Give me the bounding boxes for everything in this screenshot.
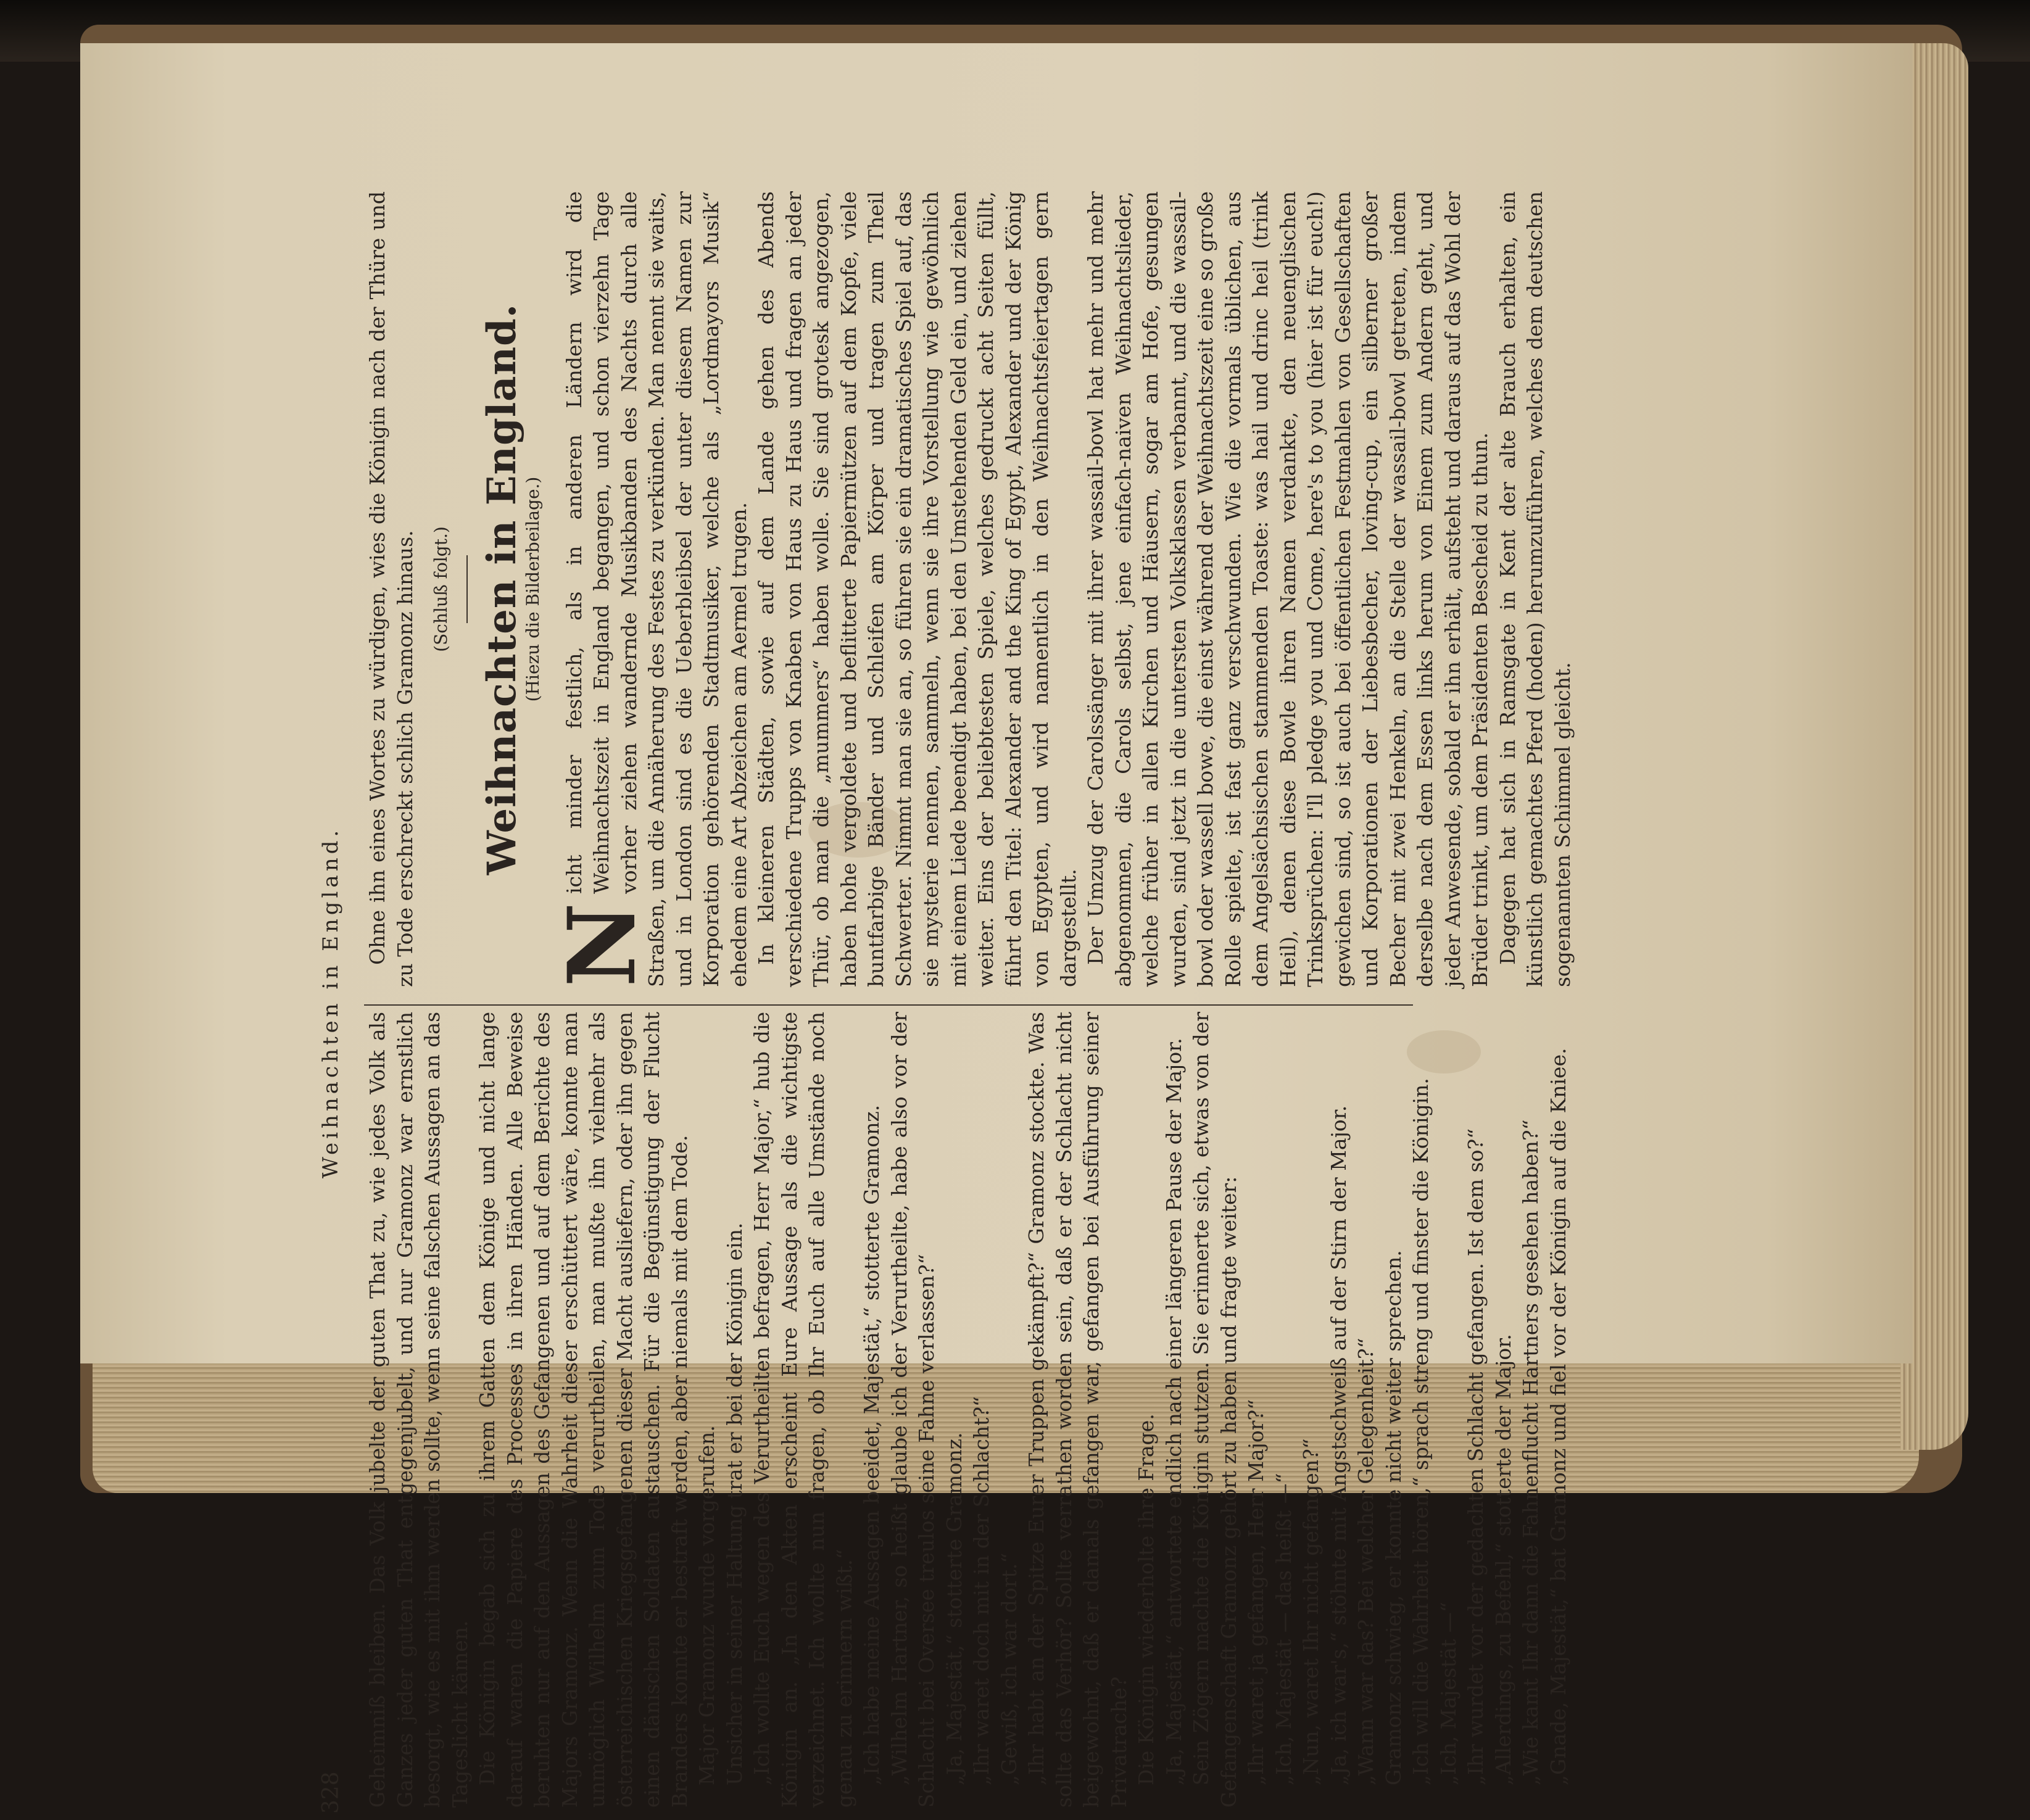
column-rule xyxy=(364,1004,1413,1006)
paragraph: „Ich, Majestät — das heißt —“ xyxy=(1271,1473,1296,1785)
paragraph: „Ihr wurdet vor der gedachten Schlacht gefangen. Ist dem so?“ xyxy=(1464,1128,1488,1785)
paragraph: Major Gramonz wurde vorgerufen. xyxy=(695,1425,719,1785)
article-subtitle: (Hiezu die Bilderbeilage.) xyxy=(523,476,543,702)
paragraph: In kleineren Städten, sowie auf dem Lande gehen des Abends verschiedene Trupps von Knaben von Haus zu Haus und fragen an jeder Thür, ob man die „mummers“ haben wolle. Sie sind grotesk angezogen, haben hohe vergoldete und beflitterte Papiermützen auf dem Kopfe, viele buntfarbige Bänder und Schleifen am Körper und tragen zum Theil Schwerter. Nimmt man sie an, so führen sie ein dramatisches Spiel auf, das sie mysterie nennen, sammeln, wenn sie ihre Vorstellung wie gewöhnlich mit einem Liede beendigt haben, bei den Umstehenden Geld ein, und ziehen weiter. Eins der beliebtesten Spiele, welches gedruckt acht Seiten füllt, führt den Titel: Alexander and the King of Egypt, Alexander und der König von Egypten, und wird namentlich in den Weihnachtsfeiertagen gern dargestellt. xyxy=(754,191,1080,987)
paragraph: Dagegen hat sich in Ramsgate in Kent der alte Brauch erhalten, ein künstlich gemachtes Pferd (hoden) herumzuführen, welches dem deutschen sogenannten Schimmel gleicht. xyxy=(1495,191,1575,987)
paragraph xyxy=(547,191,753,987)
paragraph: „Ja, Majestät,“ stotterte Gramonz. xyxy=(942,1432,966,1785)
paragraph: Geheimniß bleiben. Das Volk jubelte der guten That zu, wie jedes Volk als Ganzes jeder guten That entgegenjubelt, und nur Gramonz war ernstlich besorgt, wie es mit ihm werden sollte, wenn seine falschen Aussagen an das Tageslicht kämen. xyxy=(365,1012,472,1808)
page-number: 328 xyxy=(318,1771,344,1814)
section-separator xyxy=(466,555,468,623)
paragraph: „Ich wollte Euch wegen des Verurtheilten befragen, Herr Major,“ hub die Königin an. „In den Akten erscheint Eure Aussage als die wichtigste verzeichnet. Ich wollte nun fragen, ob Ihr Euch auf alle Umstände noch genau zu erinnern wißt.“ xyxy=(750,1012,856,1808)
paragraph: „Ihr waret ja gefangen, Herr Major?“ xyxy=(1244,1399,1268,1785)
paragraph: Die Königin wiederholte ihre Frage. xyxy=(1134,1413,1158,1785)
book-page xyxy=(80,43,1913,1814)
paragraph: Die Königin begab sich zu ihrem Gatten dem Könige und nicht lange darauf waren die Papiere des Processes in ihren Händen. Alle Beweise beruhten nur auf den Aussagen des Gefangenen und auf dem Berichte des Majors Gramonz. Wenn die Wahrheit dieser erschüttert wäre, konnte man unmöglich Wilhelm zum Tode verurtheilen, man mußte ihn vielmehr als österreichischen Kriegsgefangenen dieser Macht ausliefern, oder ihn gegen einen dänischen Soldaten austauschen. Für die Begünstigung der Flucht Branders konnte er bestraft werden, aber niemals mit dem Tode. xyxy=(475,1012,692,1808)
continuation-note: (Schluß folgt.) xyxy=(431,526,451,652)
article-title: Weihnachten in England. xyxy=(478,303,525,875)
paragraph: „Ich habe meine Aussagen beeidet, Majestät,“ stotterte Gramonz. xyxy=(860,1104,884,1785)
paragraph: „Wann war das? Bei welcher Gelegenheit?“ xyxy=(1354,1338,1378,1785)
paragraph: „Wie kamt Ihr dann die Fahnenflucht Hartners gesehen haben?“ xyxy=(1518,1119,1543,1785)
paragraph: „Ich, Majestät —“ xyxy=(1436,1602,1460,1785)
paragraph: Gramonz schwieg, er konnte nicht weiter sprechen. xyxy=(1381,1250,1406,1785)
paragraph: Sein Zögern machte die Königin stutzen. Sie erinnerte sich, etwas von der Gefangenschaft Gramonz gehört zu haben und fragte weiter: xyxy=(1189,1012,1241,1808)
running-head-title: Weihnachten in England. xyxy=(318,826,343,1179)
paragraph: Unsicher in seiner Haltung trat er bei der Königin ein. xyxy=(722,1222,747,1785)
paragraph-text: icht minder festlich, als in anderen Ländern wird die Weihnachtszeit in England begangen, und schon vierzehn Tage vorher ziehen wandernde Musikbanden des Nachts durch alle Straßen, um die Annäherung des Festes zu verkünden. Man nennt sie waits, und in London sind es die Ueberbleibsel der unter diesem Namen zur Korporation gehörenden Stadtmusiker, welche als „Lordmayors Musik“ ehedem eine Art Abzeichen am Aermel trugen. xyxy=(561,191,751,987)
paragraph: „Wilhelm Hartner, so heißt glaube ich der Verurtheilte, habe also vor der Schlacht bei Oversee treulos seine Fahne verlassen?“ xyxy=(887,1012,938,1808)
paragraph: „Ja, Majestät,“ antwortete endlich nach einer längeren Pause der Major. xyxy=(1161,1038,1186,1785)
right-column xyxy=(364,191,1575,987)
paragraph: „Nun, waret Ihr nicht gefangen?“ xyxy=(1299,1438,1323,1785)
running-head xyxy=(315,185,352,1820)
paragraph: „Allerdings, zu Befehl,“ stotterte der Major. xyxy=(1491,1334,1515,1785)
rotated-text-frame xyxy=(315,191,1950,1820)
left-column xyxy=(364,1012,1570,1808)
paragraph: „Ihr waret doch mit in der Schlacht?“ xyxy=(969,1396,993,1785)
paragraph: „Gewiß, ich war dort.“ xyxy=(996,1552,1021,1785)
paragraph: Der Umzug der Carolssänger mit ihrer wassail-bowl hat mehr und mehr abgenommen, die Carols selbst, jene einfach-naiven Weihnachtslieder, welche früher in allen Kirchen und Häusern, sogar am Hofe, gesungen wurden, sind jetzt in die untersten Volksklassen verbannt, und die wassail-bowl oder wassell bowe, die einst während der Weihnachtszeit eine so große Rolle spielte, ist fast ganz verschwunden. Wie die vormals üblichen, aus dem Angelsächsischen stammenden Toaste: was hail und drinc heil (trink Heil), denen diese Bowle ihren Namen verdankte, den neuenglischen Trinksprüchen: I'll pledge you und Come, here's to you (hier ist für euch!) gewichen sind, so ist auch bei öffentlichen Festmahlen von Gesellschaften und Korporationen der Liebesbecher, loving-cup, ein silberner großer Becher mit zwei Henkeln, an die Stelle der wassail-bowl getreten, indem derselbe nach dem Essen links herum von Einem zum Andern geht, und jeder Anwesende, sobald er ihn erhält, aufsteht und daraus auf das Wohl der Brüder trinkt, um dem Präsidenten Bescheid zu thun. xyxy=(1083,191,1492,987)
drop-cap: N xyxy=(547,902,657,987)
paragraph: „Ihr habt an der Spitze Eurer Truppen gekämpft?“ Gramonz stockte. Was sollte das Verhör? Sollte verrathen worden sein, daß er der Schlacht nicht beigewohnt, daß er damals gefangen war, gefangen bei Ausführung seiner Privatrache? xyxy=(1024,1012,1131,1808)
paragraph: „Gnade, Majestät,“ bat Gramonz und fiel vor der Königin auf die Kniee. xyxy=(1546,1048,1570,1785)
paragraph: Ohne ihn eines Wortes zu würdigen, wies die Königin nach der Thüre und zu Tode erschreckt schlich Gramonz hinaus. xyxy=(365,191,417,987)
paragraph: „Ich will die Wahrheit hören,“ sprach streng und finster die Königin. xyxy=(1409,1078,1433,1785)
paragraph: „Ja, ich war's,“ stöhnte mit Angstschweiß auf der Stirn der Major. xyxy=(1326,1105,1351,1785)
